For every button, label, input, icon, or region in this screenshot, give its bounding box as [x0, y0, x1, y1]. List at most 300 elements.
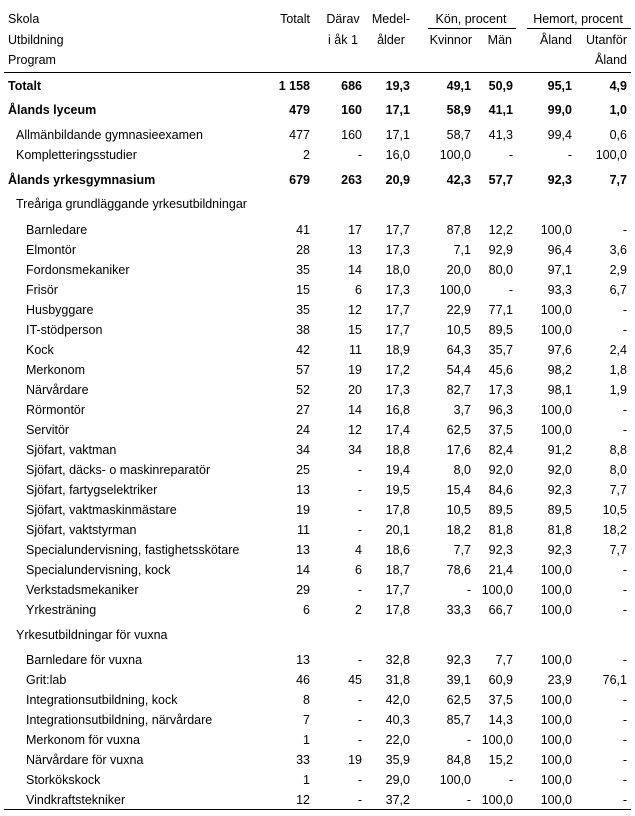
- table-cell: 39,1: [446, 673, 471, 687]
- table-cell: 13: [296, 483, 310, 497]
- table-cell: 37,5: [488, 423, 513, 437]
- table-row: [0, 380, 635, 400]
- table-cell: -: [622, 693, 627, 707]
- table-row: [0, 280, 635, 300]
- table-cell: -: [357, 733, 362, 747]
- table-cell: 160: [341, 128, 362, 142]
- row-label: Ålands lyceum: [8, 103, 97, 117]
- table-row: [0, 125, 635, 145]
- table-cell: 87,8: [446, 223, 471, 237]
- table-cell: 60,9: [488, 673, 513, 687]
- table-cell: 11: [349, 343, 362, 357]
- row-label: Husbyggare: [26, 303, 94, 317]
- table-cell: 64,3: [446, 343, 471, 357]
- table-cell: 100,0: [540, 403, 572, 417]
- table-cell: 96,3: [488, 403, 513, 417]
- table-cell: 91,2: [547, 443, 572, 457]
- row-label: Närvårdare: [26, 383, 89, 397]
- table-cell: 2,9: [609, 263, 627, 277]
- table-cell: 92,3: [446, 653, 471, 667]
- header-utanfor: Utanför: [586, 33, 627, 47]
- row-label: Merkonom för vuxna: [26, 733, 140, 747]
- table-cell: 479: [289, 103, 310, 117]
- table-cell: 17,7: [385, 303, 410, 317]
- table-row: [0, 340, 635, 360]
- table-cell: 19: [348, 363, 362, 377]
- table-cell: 7: [303, 713, 310, 727]
- table-cell: 100,0: [439, 773, 471, 787]
- row-label: Yrkesträning: [26, 603, 97, 617]
- table-row: [0, 220, 635, 240]
- table-cell: 58,7: [446, 128, 471, 142]
- table-cell: 89,5: [488, 503, 513, 517]
- table-cell: 18,2: [446, 523, 471, 537]
- table-cell: 15: [348, 323, 362, 337]
- table-bottom-rule: [4, 809, 631, 810]
- table-cell: 4: [355, 543, 362, 557]
- table-cell: 19: [296, 503, 310, 517]
- header-alder: ålder: [377, 33, 405, 47]
- table-cell: 42,0: [385, 693, 410, 707]
- table-cell: 35,9: [385, 753, 410, 767]
- table-cell: 6,7: [609, 283, 627, 297]
- table-cell: 92,3: [547, 543, 572, 557]
- table-cell: -: [357, 503, 362, 517]
- table-cell: 49,1: [446, 79, 471, 93]
- table-cell: 81,8: [547, 523, 572, 537]
- table-cell: 25: [296, 463, 310, 477]
- table-cell: 89,5: [547, 503, 572, 517]
- table-cell: 32,8: [385, 653, 410, 667]
- table-cell: 100,0: [481, 733, 513, 747]
- table-row: [0, 400, 635, 420]
- table-cell: -: [622, 713, 627, 727]
- table-cell: -: [357, 693, 362, 707]
- table-cell: 40,3: [385, 713, 410, 727]
- table-cell: -: [622, 403, 627, 417]
- header-bottom-rule: [4, 72, 631, 73]
- table-cell: 35: [296, 263, 310, 277]
- table-cell: 18,7: [385, 563, 410, 577]
- header-utanfor-aland: Åland: [595, 53, 627, 67]
- table-cell: 20,1: [385, 523, 410, 537]
- table-row: [0, 790, 635, 810]
- table-cell: 33,3: [446, 603, 471, 617]
- table-cell: 58,9: [446, 103, 471, 117]
- table-cell: 7,7: [609, 543, 627, 557]
- table-cell: 18,0: [385, 263, 410, 277]
- table-cell: 100,0: [439, 148, 471, 162]
- row-label: Specialundervisning, fastighetsskötare: [26, 543, 240, 557]
- row-label: Sjöfart, vaktman: [26, 443, 117, 457]
- table-cell: 100,0: [540, 603, 572, 617]
- table-cell: 57,7: [488, 173, 513, 187]
- table-cell: -: [622, 303, 627, 317]
- table-cell: 100,0: [540, 773, 572, 787]
- table-row: [0, 145, 635, 165]
- row-label: Treåriga grundläggande yrkesutbildningar: [16, 197, 247, 211]
- table-row: [0, 730, 635, 750]
- table-row: [0, 710, 635, 730]
- table-cell: 100,0: [540, 653, 572, 667]
- table-cell: -: [357, 583, 362, 597]
- row-label: Servitör: [26, 423, 70, 437]
- table-cell: 19,5: [385, 483, 410, 497]
- table-cell: -: [622, 563, 627, 577]
- table-cell: 10,5: [446, 323, 471, 337]
- row-label: Kompletteringsstudier: [16, 148, 137, 162]
- header-skola: Skola: [8, 12, 40, 26]
- table-cell: 8: [303, 693, 310, 707]
- table-row: [0, 480, 635, 500]
- table-row: [0, 540, 635, 560]
- table-row: [0, 260, 635, 280]
- table-cell: 477: [289, 128, 310, 142]
- row-label: Barnledare: [26, 223, 88, 237]
- header-medel: Medel-: [371, 12, 411, 26]
- table-cell: 45,6: [488, 363, 513, 377]
- table-cell: 46: [296, 673, 310, 687]
- table-cell: 98,1: [547, 383, 572, 397]
- table-row: [0, 650, 635, 670]
- table-cell: -: [357, 653, 362, 667]
- table-cell: 42: [296, 343, 310, 357]
- row-label: Närvårdare för vuxna: [26, 753, 144, 767]
- table-cell: 263: [341, 173, 362, 187]
- table-cell: 17,7: [385, 583, 410, 597]
- table-cell: 7,7: [609, 483, 627, 497]
- table-cell: 77,1: [488, 303, 513, 317]
- table-cell: 16,8: [385, 403, 410, 417]
- table-cell: 22,0: [385, 733, 410, 747]
- table-cell: 16,0: [385, 148, 410, 162]
- table-cell: 82,7: [446, 383, 471, 397]
- table-cell: 95,1: [547, 79, 572, 93]
- table-cell: -: [357, 713, 362, 727]
- table-row: [0, 670, 635, 690]
- row-label: Sjöfart, fartygselektriker: [26, 483, 158, 497]
- header-totalt: Totalt: [280, 12, 310, 26]
- table-cell: -: [622, 323, 627, 337]
- row-label: Allmänbildande gymnasieexamen: [16, 128, 203, 142]
- table-cell: 82,4: [488, 443, 513, 457]
- table-cell: 93,3: [547, 283, 572, 297]
- table-cell: 38: [296, 323, 310, 337]
- row-label: Rörmontör: [26, 403, 86, 417]
- table-cell: 17,1: [385, 103, 410, 117]
- table-cell: 100,0: [481, 793, 513, 807]
- row-label: Integrationsutbildning, kock: [26, 693, 178, 707]
- table-cell: -: [622, 793, 627, 807]
- table-cell: 41,3: [488, 128, 513, 142]
- table-cell: 14: [296, 563, 310, 577]
- table-cell: 2: [303, 148, 310, 162]
- header-hemort-rule: [527, 28, 631, 29]
- table-cell: 84,6: [488, 483, 513, 497]
- row-label: Verkstadsmekaniker: [26, 583, 139, 597]
- table-cell: -: [622, 603, 627, 617]
- table-cell: 17,1: [385, 128, 410, 142]
- table-cell: 62,5: [446, 423, 471, 437]
- table-cell: -: [622, 753, 627, 767]
- table-cell: 41: [296, 223, 310, 237]
- table-cell: 84,8: [446, 753, 471, 767]
- table-cell: 6: [355, 563, 362, 577]
- table-row: [0, 460, 635, 480]
- table-cell: 4,9: [609, 79, 627, 93]
- table-cell: 7,7: [495, 653, 513, 667]
- row-label: Fordonsmekaniker: [26, 263, 130, 277]
- table-cell: 1: [303, 773, 310, 787]
- table-cell: 20,9: [385, 173, 410, 187]
- table-cell: 1,0: [609, 103, 627, 117]
- table-cell: -: [508, 773, 513, 787]
- table-cell: 1,9: [609, 383, 627, 397]
- table-cell: 100,0: [540, 563, 572, 577]
- table-cell: -: [357, 793, 362, 807]
- table-cell: 19: [348, 753, 362, 767]
- table-cell: 31,8: [385, 673, 410, 687]
- table-cell: 17,8: [385, 503, 410, 517]
- table-cell: 27: [296, 403, 310, 417]
- table-cell: -: [622, 773, 627, 787]
- table-cell: 37,2: [385, 793, 410, 807]
- table-cell: 14: [348, 403, 362, 417]
- table-cell: 8,0: [609, 463, 627, 477]
- table-cell: 12: [296, 793, 310, 807]
- table-cell: 2: [355, 603, 362, 617]
- table-cell: 100,0: [540, 753, 572, 767]
- table-cell: 24: [296, 423, 310, 437]
- table-cell: 7,7: [609, 173, 627, 187]
- row-label: Sjöfart, vaktmaskinmästare: [26, 503, 177, 517]
- row-label: Yrkesutbildningar för vuxna: [16, 628, 168, 642]
- table-cell: -: [508, 283, 513, 297]
- table-row: [0, 560, 635, 580]
- table-cell: 1 158: [278, 79, 310, 93]
- table-cell: -: [622, 583, 627, 597]
- table-cell: 52: [296, 383, 310, 397]
- table-cell: 89,5: [488, 323, 513, 337]
- table-cell: 3,7: [453, 403, 471, 417]
- table-cell: 100,0: [540, 583, 572, 597]
- table-cell: 18,9: [385, 343, 410, 357]
- table-row: [0, 750, 635, 770]
- table-cell: -: [357, 463, 362, 477]
- table-row: [0, 520, 635, 540]
- table-cell: -: [567, 148, 572, 162]
- table-cell: 100,0: [540, 713, 572, 727]
- header-darav: Därav: [326, 12, 360, 26]
- table-cell: -: [508, 148, 513, 162]
- table-cell: 13: [348, 243, 362, 257]
- table-cell: 66,7: [488, 603, 513, 617]
- table-cell: 100,0: [540, 303, 572, 317]
- table-cell: 17,8: [385, 603, 410, 617]
- row-label: IT-stödperson: [26, 323, 103, 337]
- table-cell: 100,0: [540, 423, 572, 437]
- table-cell: 1: [303, 733, 310, 747]
- table-cell: 97,1: [547, 263, 572, 277]
- table-cell: 6: [303, 603, 310, 617]
- table-cell: 85,7: [446, 713, 471, 727]
- table-row: [0, 360, 635, 380]
- row-label: Vindkraftstekniker: [26, 793, 126, 807]
- row-label: Merkonom: [26, 363, 86, 377]
- table-cell: 18,2: [602, 523, 627, 537]
- row-label: Grit:lab: [26, 673, 67, 687]
- table-cell: 100,0: [540, 733, 572, 747]
- table-cell: 37,5: [488, 693, 513, 707]
- table-cell: 35,7: [488, 343, 513, 357]
- header-man: Män: [487, 33, 512, 47]
- table-cell: 96,4: [547, 243, 572, 257]
- table-cell: 34: [348, 443, 362, 457]
- table-cell: 19,3: [385, 79, 410, 93]
- table-cell: 17,3: [488, 383, 513, 397]
- header-kon-procent: Kön, procent: [435, 12, 507, 26]
- row-label: Integrationsutbildning, närvårdare: [26, 713, 213, 727]
- table-cell: -: [357, 773, 362, 787]
- table-cell: 20,0: [446, 263, 471, 277]
- table-cell: 17,3: [385, 283, 410, 297]
- table-cell: 1,8: [609, 363, 627, 377]
- table-cell: -: [357, 148, 362, 162]
- table-row: [0, 194, 635, 214]
- table-cell: 92,0: [488, 463, 513, 477]
- header-aland: Åland: [540, 33, 572, 47]
- table-cell: 17: [348, 223, 362, 237]
- table-cell: 100,0: [595, 148, 627, 162]
- table-cell: 12: [348, 303, 362, 317]
- table-cell: -: [466, 583, 471, 597]
- table-cell: 17,2: [385, 363, 410, 377]
- table-cell: 76,1: [602, 673, 627, 687]
- table-cell: 97,6: [547, 343, 572, 357]
- table-cell: 14,3: [488, 713, 513, 727]
- table-row: [0, 690, 635, 710]
- table-cell: 57: [296, 363, 310, 377]
- header-hemort-procent: Hemort, procent: [533, 12, 623, 26]
- table-cell: 15: [296, 283, 310, 297]
- row-label: Frisör: [26, 283, 58, 297]
- table-row: [0, 320, 635, 340]
- row-label: Ålands yrkesgymnasium: [8, 173, 156, 187]
- table-cell: 92,9: [488, 243, 513, 257]
- table-cell: -: [466, 733, 471, 747]
- header-program: Program: [8, 53, 56, 67]
- table-cell: -: [622, 653, 627, 667]
- table-cell: 8,8: [609, 443, 627, 457]
- table-cell: 45: [348, 673, 362, 687]
- header-kvinnor: Kvinnor: [429, 33, 472, 47]
- table-cell: -: [357, 523, 362, 537]
- table-cell: 686: [341, 79, 362, 93]
- table-cell: 17,3: [385, 383, 410, 397]
- table-cell: -: [466, 793, 471, 807]
- table-cell: 92,3: [547, 173, 572, 187]
- table-cell: 11: [297, 523, 310, 537]
- table-cell: 92,3: [547, 483, 572, 497]
- table-cell: 22,9: [446, 303, 471, 317]
- table-cell: 2,4: [609, 343, 627, 357]
- row-label: Specialundervisning, kock: [26, 563, 171, 577]
- row-label: Storkökskock: [26, 773, 101, 787]
- table-cell: 12,2: [488, 223, 513, 237]
- table-cell: 54,4: [446, 363, 471, 377]
- table-cell: 29,0: [385, 773, 410, 787]
- table-cell: 42,3: [446, 173, 471, 187]
- table-cell: 19,4: [385, 463, 410, 477]
- table-row: [0, 240, 635, 260]
- table-cell: 78,6: [446, 563, 471, 577]
- table-cell: -: [622, 223, 627, 237]
- table-cell: 17,3: [385, 243, 410, 257]
- table-cell: 50,9: [488, 79, 513, 93]
- table-cell: 21,4: [488, 563, 513, 577]
- table-cell: 100,0: [439, 283, 471, 297]
- row-label: Sjöfart, vaktstyrman: [26, 523, 137, 537]
- table-cell: 35: [296, 303, 310, 317]
- table-cell: 679: [289, 173, 310, 187]
- table-cell: 17,4: [385, 423, 410, 437]
- table-cell: 18,6: [385, 543, 410, 557]
- table-cell: 33: [296, 753, 310, 767]
- table-cell: 17,7: [385, 223, 410, 237]
- table-cell: 29: [296, 583, 310, 597]
- row-label: Elmontör: [26, 243, 77, 257]
- row-label: Barnledare för vuxna: [26, 653, 143, 667]
- table-cell: 23,9: [547, 673, 572, 687]
- table-cell: 15,4: [446, 483, 471, 497]
- table-cell: 14: [348, 263, 362, 277]
- table-cell: -: [357, 483, 362, 497]
- table-cell: 7,1: [453, 243, 471, 257]
- table-cell: 7,7: [453, 543, 471, 557]
- table-cell: 28: [296, 243, 310, 257]
- table-cell: 10,5: [602, 503, 627, 517]
- table-cell: 20: [348, 383, 362, 397]
- table-cell: 100,0: [540, 223, 572, 237]
- table-cell: 41,1: [488, 103, 513, 117]
- table-row: [0, 770, 635, 790]
- table-row: [0, 625, 635, 645]
- table-cell: 81,8: [488, 523, 513, 537]
- table-cell: 34: [296, 443, 310, 457]
- table-cell: 15,2: [488, 753, 513, 767]
- table-cell: 99,4: [547, 128, 572, 142]
- table-cell: 62,5: [446, 693, 471, 707]
- table-cell: 10,5: [446, 503, 471, 517]
- table-row: [0, 420, 635, 440]
- table-cell: 18,8: [385, 443, 410, 457]
- table-row: [0, 440, 635, 460]
- table-cell: 100,0: [540, 323, 572, 337]
- table-cell: -: [622, 733, 627, 747]
- table-row: [0, 170, 635, 190]
- table-row: [0, 500, 635, 520]
- table-cell: 80,0: [488, 263, 513, 277]
- table-cell: 0,6: [609, 128, 627, 142]
- table-cell: 92,3: [488, 543, 513, 557]
- table-row: [0, 300, 635, 320]
- header-utbildning: Utbildning: [8, 33, 64, 47]
- table-cell: 17,6: [446, 443, 471, 457]
- table-row: [0, 100, 635, 120]
- table-row: [0, 76, 635, 96]
- row-label: Sjöfart, däcks- o maskinreparatör: [26, 463, 211, 477]
- table-cell: 100,0: [540, 793, 572, 807]
